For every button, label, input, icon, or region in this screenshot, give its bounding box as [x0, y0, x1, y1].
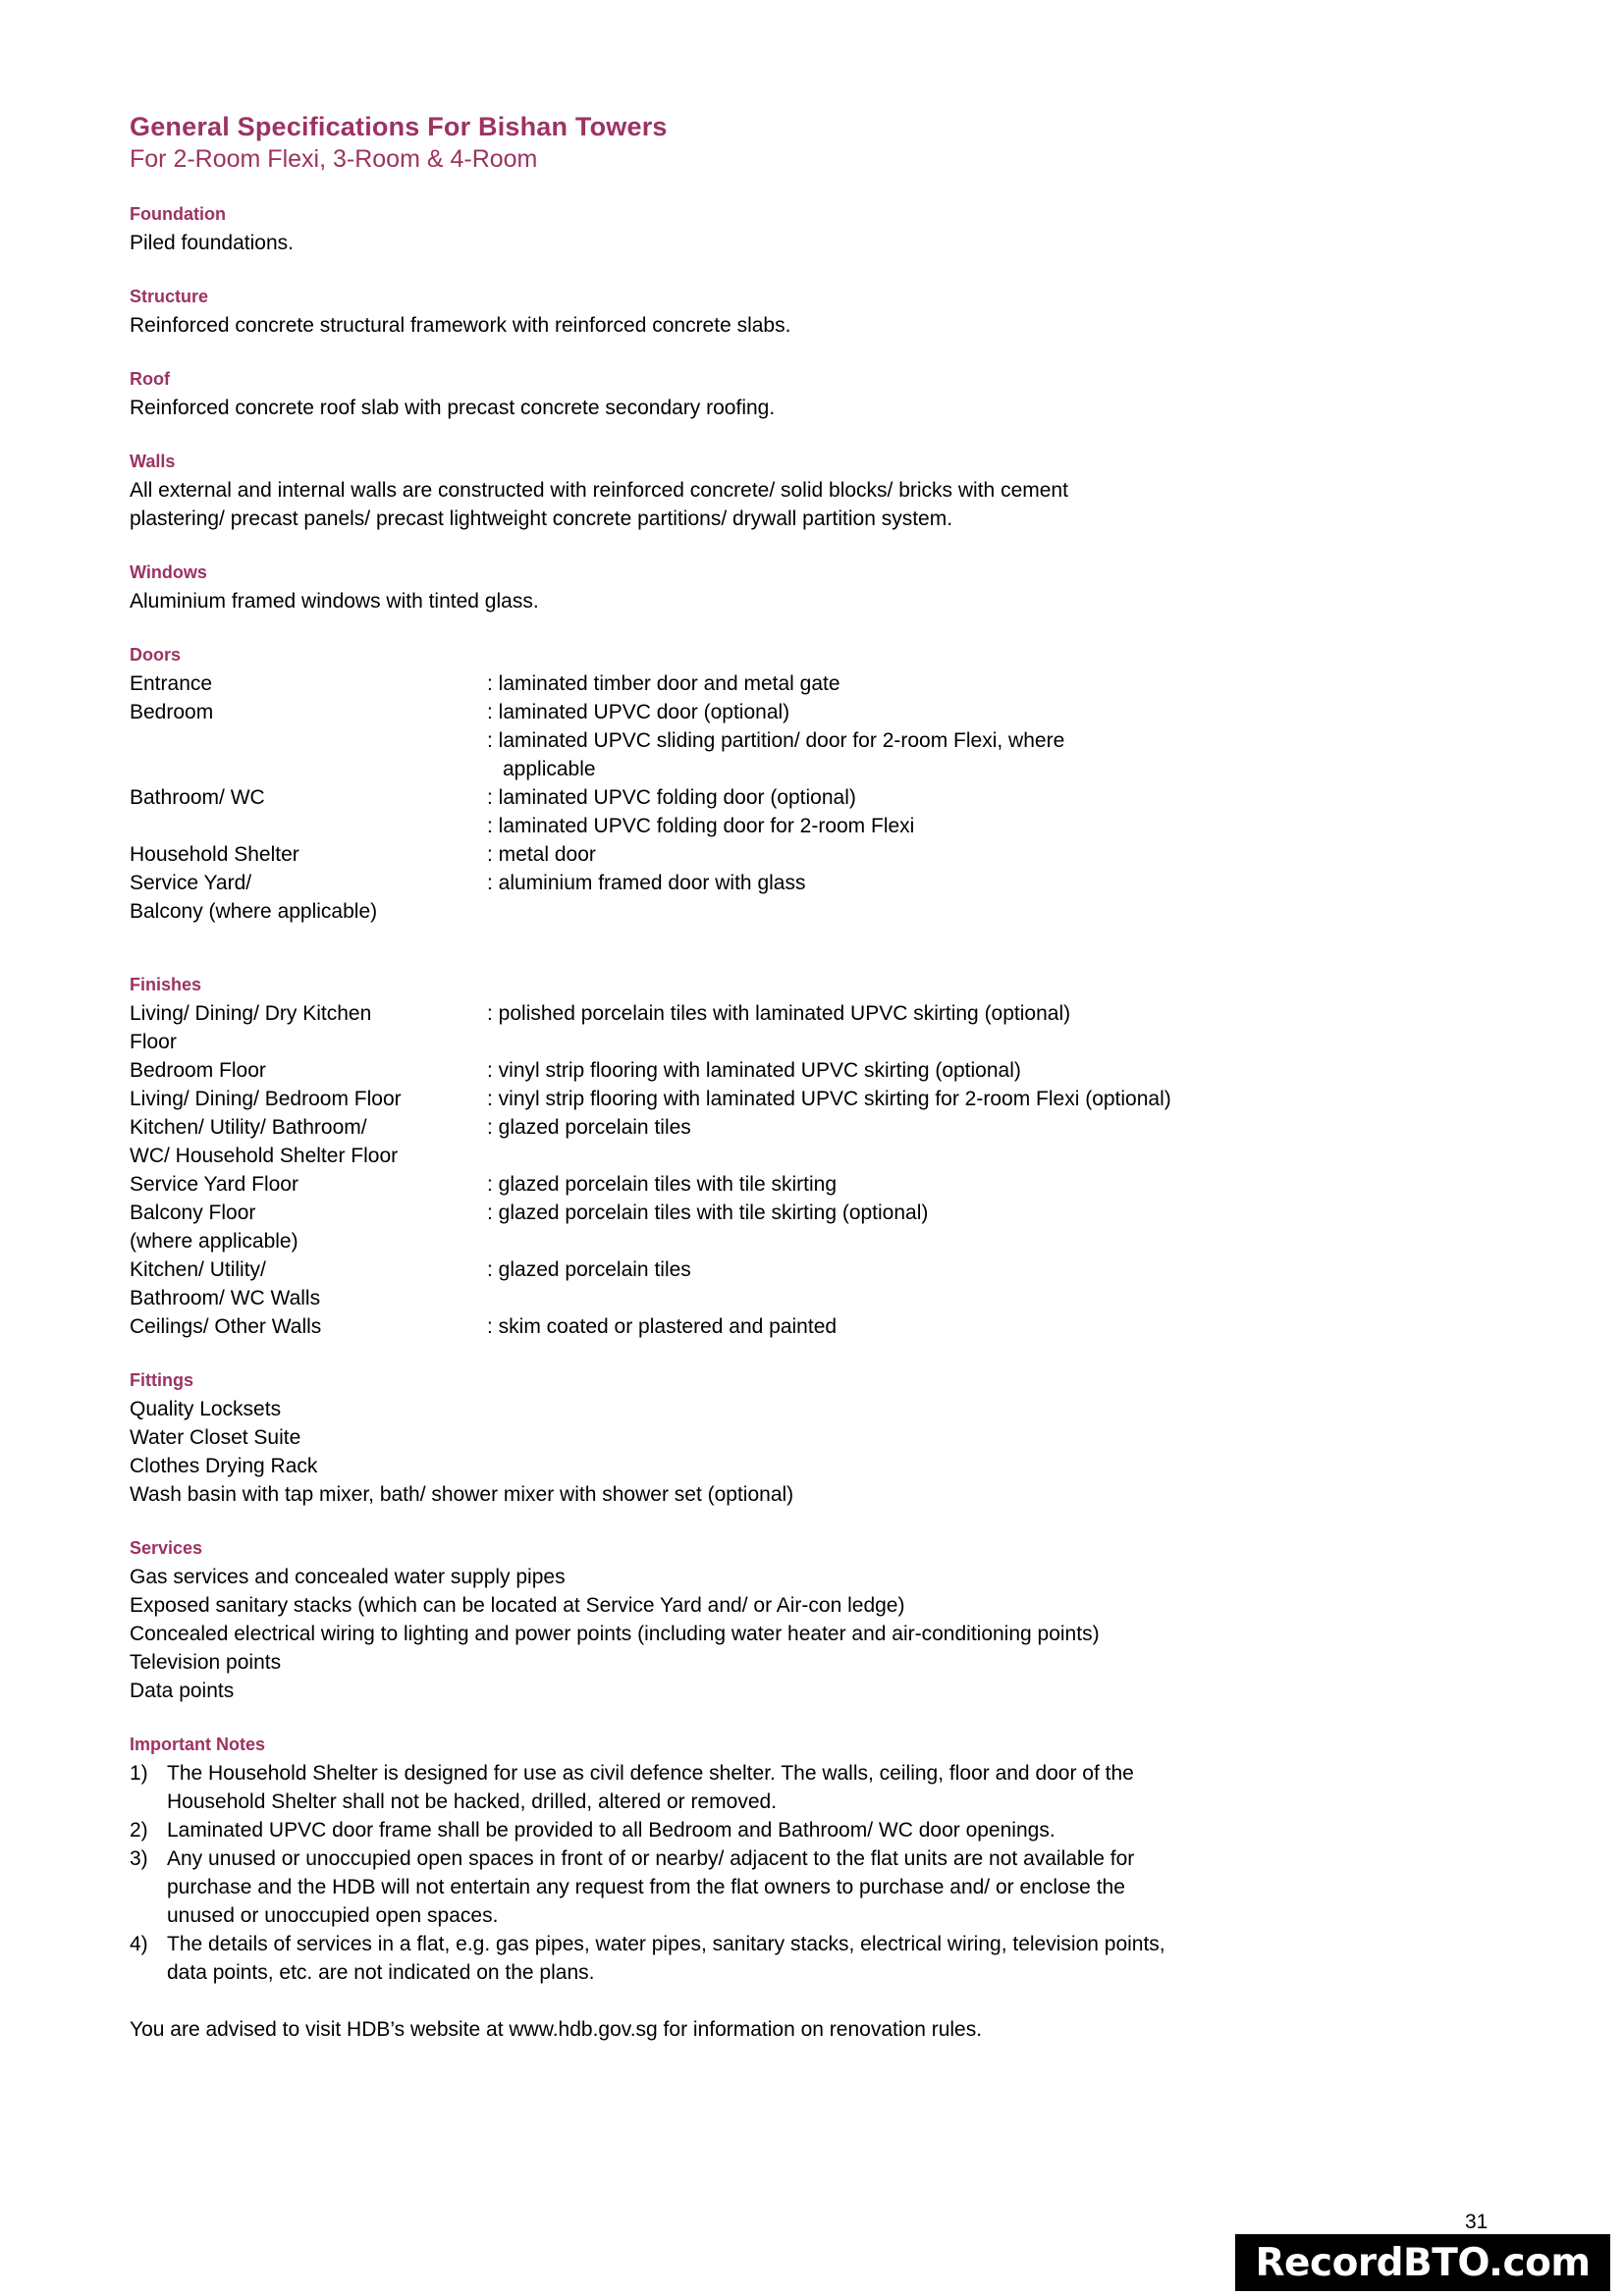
spec-label-line2: Floor: [130, 1031, 177, 1053]
note-line: Laminated UPVC door frame shall be provided to all Bedroom and Bathroom/ WC door openings.: [167, 1819, 1056, 1842]
body-line: Reinforced concrete structural framework with reinforced concrete slabs.: [130, 314, 791, 337]
note-number: 3): [130, 1847, 148, 1870]
table-row: [130, 669, 1396, 698]
section-roof: [130, 367, 1396, 422]
watermark-text: RecordBTO.com: [1255, 2240, 1591, 2285]
section-doors: [130, 643, 1396, 926]
spec-value: : polished porcelain tiles with laminated UPVC skirting (optional): [487, 1002, 1071, 1025]
table-row: [130, 812, 1396, 840]
body-line: Gas services and concealed water supply pipes: [130, 1566, 566, 1588]
spec-value: : laminated UPVC folding door for 2-room Flexi: [487, 815, 915, 837]
section-heading-structure: Structure: [130, 287, 209, 306]
spec-label: Living/ Dining/ Bedroom Floor: [130, 1088, 402, 1110]
spec-label: Service Yard Floor: [130, 1173, 298, 1196]
table-row: [130, 869, 1396, 897]
spec-value: : vinyl strip flooring with laminated UPVC skirting (optional): [487, 1059, 1021, 1082]
section-windows: [130, 561, 1396, 615]
section-finishes: [130, 973, 1396, 1341]
table-row: [130, 1056, 1396, 1085]
spec-label-line: Kitchen/ Utility/: [130, 1258, 266, 1281]
body-line: Reinforced concrete roof slab with precast concrete secondary roofing.: [130, 397, 776, 419]
spec-label: Household Shelter: [130, 843, 299, 866]
note-number: 2): [130, 1819, 148, 1842]
body-line: Data points: [130, 1680, 235, 1702]
note-line: The details of services in a flat, e.g. gas pipes, water pipes, sanitary stacks, electrical wiring, television points,: [167, 1933, 1165, 1955]
body-line: Clothes Drying Rack: [130, 1455, 318, 1477]
section-important-notes: [130, 1733, 1396, 2044]
spec-label-line2: Bathroom/ WC Walls: [130, 1287, 321, 1309]
page-title: General Specifications For Bishan Towers: [130, 112, 668, 141]
list-item: [130, 1844, 1396, 1930]
body-line: Exposed sanitary stacks (which can be located at Service Yard and/ or Air-con ledge): [130, 1594, 905, 1617]
spec-value-continuation: applicable: [503, 758, 596, 780]
table-row: [130, 1312, 1396, 1341]
table-row: [130, 783, 1396, 812]
spec-value: : laminated timber door and metal gate: [487, 672, 840, 695]
section-fittings: [130, 1368, 1396, 1509]
spec-value: : vinyl strip flooring with laminated UPVC skirting for 2-room Flexi (optional): [487, 1088, 1171, 1110]
section-heading-finishes: Finishes: [130, 975, 202, 994]
spec-label: [130, 1199, 487, 1255]
table-row: [130, 1085, 1396, 1113]
note-line: purchase and the HDB will not entertain any request from the flat owners to purchase and/ or enclose the: [167, 1876, 1125, 1898]
spec-value: : glazed porcelain tiles: [487, 1258, 691, 1281]
section-services: [130, 1536, 1396, 1705]
spec-label: Bathroom/ WC: [130, 786, 265, 809]
spec-value: : glazed porcelain tiles with tile skirting: [487, 1173, 837, 1196]
spec-label: Service Yard/: [130, 872, 252, 894]
body-line: Aluminium framed windows with tinted glass.: [130, 590, 539, 613]
table-row: [130, 999, 1396, 1056]
spec-label-line: Kitchen/ Utility/ Bathroom/: [130, 1116, 367, 1139]
spec-value: : laminated UPVC door (optional): [487, 701, 790, 723]
spec-label: [130, 1255, 487, 1312]
spec-label-line2: WC/ Household Shelter Floor: [130, 1145, 399, 1167]
spec-label: [130, 999, 487, 1056]
section-heading-foundation: Foundation: [130, 204, 226, 224]
note-line: Household Shelter shall not be hacked, drilled, altered or removed.: [167, 1790, 778, 1813]
spec-value: : laminated UPVC folding door (optional): [487, 786, 856, 809]
doors-spec-table: [130, 669, 1396, 926]
section-foundation: [130, 202, 1396, 257]
spec-label-line: Living/ Dining/ Dry Kitchen: [130, 1002, 372, 1025]
table-row: [130, 1255, 1396, 1312]
section-structure: [130, 285, 1396, 340]
spec-label: Ceilings/ Other Walls: [130, 1315, 322, 1338]
spec-label: [130, 1113, 487, 1170]
spec-value: : skim coated or plastered and painted: [487, 1315, 838, 1338]
body-line: All external and internal walls are constructed with reinforced concrete/ solid blocks/ bricks with cement: [130, 479, 1068, 502]
spec-label: [130, 812, 487, 840]
spec-value-text: : laminated UPVC sliding partition/ door for 2-room Flexi, where: [487, 729, 1065, 752]
spec-label-line: Balcony Floor: [130, 1201, 256, 1224]
body-line: Quality Locksets: [130, 1398, 282, 1420]
spec-label: Bedroom Floor: [130, 1059, 266, 1082]
spec-label: Bedroom: [130, 701, 214, 723]
table-row: [130, 1113, 1396, 1170]
list-item: [130, 1759, 1396, 1816]
spec-label: [130, 726, 487, 783]
section-heading-windows: Windows: [130, 562, 207, 582]
body-line: Water Closet Suite: [130, 1426, 301, 1449]
page-number: 31: [1465, 2211, 1489, 2233]
advisory-text: You are advised to visit HDB’s website at www.hdb.gov.sg for information on renovation rules.: [130, 2018, 983, 2041]
spec-value: : metal door: [487, 843, 596, 866]
section-heading-roof: Roof: [130, 369, 170, 389]
note-number: 1): [130, 1762, 148, 1785]
spec-value: [487, 726, 1396, 783]
spec-value: [487, 897, 1396, 926]
notes-list: [130, 1759, 1396, 1987]
table-row: [130, 1170, 1396, 1199]
note-line: Any unused or unoccupied open spaces in front of or nearby/ adjacent to the flat units are not available for: [167, 1847, 1135, 1870]
body-line: Television points: [130, 1651, 282, 1674]
finishes-spec-table: [130, 999, 1396, 1341]
body-line: plastering/ precast panels/ precast lightweight concrete partitions/ drywall partition system.: [130, 507, 953, 530]
table-row: [130, 1199, 1396, 1255]
body-line: Wash basin with tap mixer, bath/ shower mixer with shower set (optional): [130, 1483, 794, 1506]
spec-label: Balcony (where applicable): [130, 900, 378, 923]
section-heading-fittings: Fittings: [130, 1370, 193, 1390]
body-line: Piled foundations.: [130, 232, 294, 254]
spec-value: : aluminium framed door with glass: [487, 872, 806, 894]
section-heading-services: Services: [130, 1538, 203, 1558]
table-row: [130, 698, 1396, 726]
note-line: The Household Shelter is designed for use as civil defence shelter. The walls, ceiling, floor and door of the: [167, 1762, 1134, 1785]
spec-value: : glazed porcelain tiles with tile skirting (optional): [487, 1201, 929, 1224]
page-subtitle: For 2-Room Flexi, 3-Room & 4-Room: [130, 145, 538, 173]
note-line: unused or unoccupied open spaces.: [167, 1904, 499, 1927]
watermark-banner: [1235, 2234, 1610, 2291]
note-number: 4): [130, 1933, 148, 1955]
note-line: data points, etc. are not indicated on the plans.: [167, 1961, 595, 1984]
list-item: [130, 1816, 1396, 1844]
list-item: [130, 1930, 1396, 1987]
section-heading-doors: Doors: [130, 645, 182, 665]
document-content: [130, 110, 1396, 2064]
section-walls: [130, 450, 1396, 533]
section-heading-important-notes: Important Notes: [130, 1735, 266, 1754]
section-heading-walls: Walls: [130, 452, 176, 471]
table-row: [130, 840, 1396, 869]
spec-label-line2: (where applicable): [130, 1230, 298, 1253]
table-row: [130, 897, 1396, 926]
table-row: [130, 726, 1396, 783]
spec-value: : glazed porcelain tiles: [487, 1116, 691, 1139]
body-line: Concealed electrical wiring to lighting and power points (including water heater and air-conditioning points): [130, 1623, 1100, 1645]
spec-label: Entrance: [130, 672, 213, 695]
